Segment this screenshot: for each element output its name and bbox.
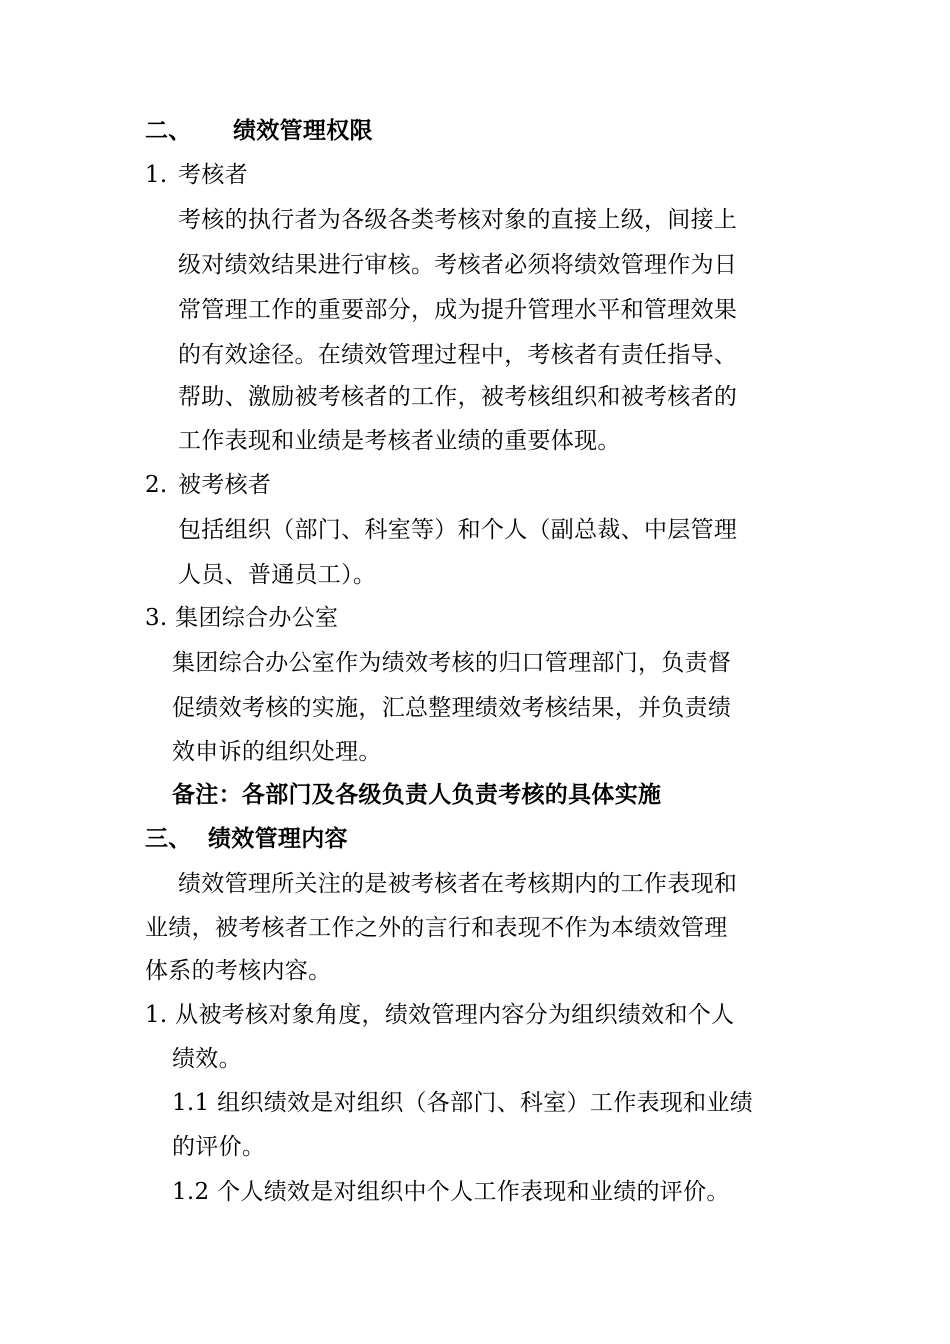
paragraph-line: 的有效途径。在绩效管理过程中，考核者有责任指导、 bbox=[178, 342, 738, 368]
list-item-continuation: 绩效。 bbox=[172, 1046, 242, 1072]
paragraph-line: 业绩，被考核者工作之外的言行和表现不作为本绩效管理 bbox=[145, 915, 728, 941]
item-number: 1. bbox=[145, 162, 168, 188]
paragraph-line: 常管理工作的重要部分，成为提升管理水平和管理效果 bbox=[178, 297, 738, 323]
paragraph-line: 包括组织（部门、科室等）和个人（副总裁、中层管理 bbox=[178, 517, 738, 543]
sub-item-continuation: 的评价。 bbox=[172, 1134, 266, 1160]
paragraph-line: 体系的考核内容。 bbox=[145, 958, 332, 984]
paragraph-line: 考核的执行者为各级各类考核对象的直接上级，间接上 bbox=[178, 207, 738, 233]
item-title: 考核者 bbox=[178, 162, 248, 188]
paragraph-line: 绩效管理所关注的是被考核者在考核期内的工作表现和 bbox=[178, 871, 738, 897]
paragraph-line: 工作表现和业绩是考核者业绩的重要体现。 bbox=[178, 428, 621, 454]
item-number: 2. bbox=[145, 472, 168, 498]
item-title: 3. 集团综合办公室 bbox=[145, 605, 339, 631]
paragraph-line: 帮助、激励被考核者的工作，被考核组织和被考核者的 bbox=[178, 384, 738, 410]
note-text: 备注：各部门及各级负责人负责考核的具体实施 bbox=[172, 781, 662, 808]
section-title-3: 绩效管理内容 bbox=[208, 825, 348, 852]
paragraph-line: 集团综合办公室作为绩效考核的归口管理部门，负责督 bbox=[172, 650, 732, 676]
section-number: 二、 bbox=[145, 117, 192, 144]
paragraph-line: 人员、普通员工）。 bbox=[178, 562, 377, 588]
paragraph-line: 级对绩效结果进行审核。考核者必须将绩效管理作为日 bbox=[178, 252, 738, 278]
paragraph-line: 促绩效考核的实施，汇总整理绩效考核结果，并负责绩 bbox=[172, 695, 732, 721]
paragraph-line: 效申诉的组织处理。 bbox=[172, 739, 382, 765]
section-number: 三、 bbox=[145, 825, 192, 852]
item-title: 被考核者 bbox=[178, 472, 272, 498]
sub-item: 1.2 个人绩效是对组织中个人工作表现和业绩的评价。 bbox=[172, 1179, 730, 1205]
section-heading-2 bbox=[145, 116, 192, 146]
sub-item: 1.1 组织绩效是对组织（各部门、科室）工作表现和业绩 bbox=[172, 1090, 753, 1116]
section-title-2: 绩效管理权限 bbox=[233, 117, 373, 144]
list-item: 1. 从被考核对象角度，绩效管理内容分为组织绩效和个人 bbox=[145, 1002, 735, 1028]
